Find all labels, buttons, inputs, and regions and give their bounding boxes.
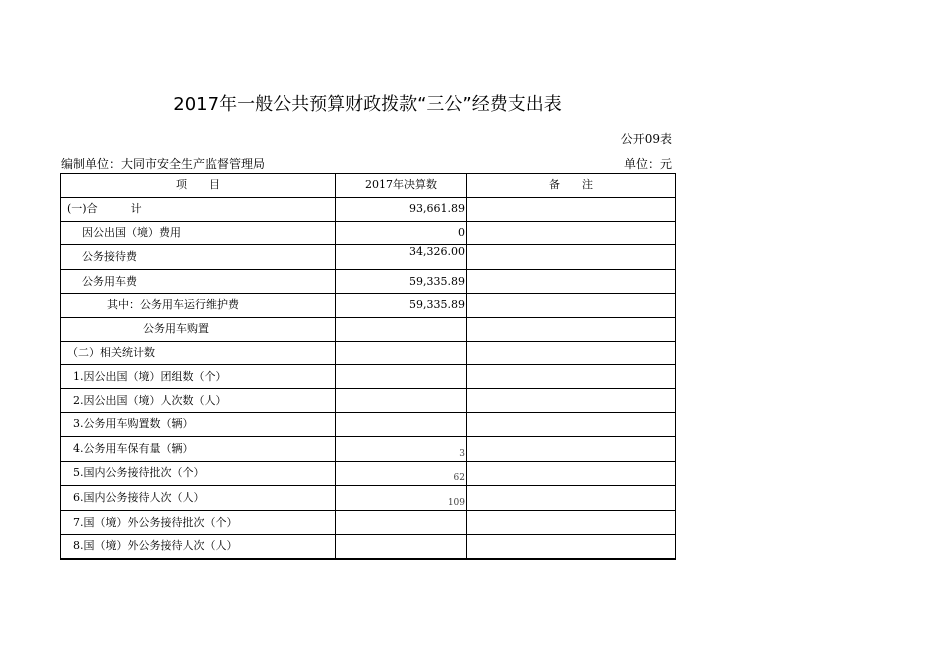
row-amount: 93,661.89 [336,197,467,221]
row-amount: 0 [336,221,467,245]
row-note [467,197,676,221]
row-amount [336,511,467,535]
row-note [467,461,676,486]
row-item: 公务用车购置 [61,317,336,341]
row-note [467,412,676,436]
row-item: 公务接待费 [61,245,336,270]
table-row [61,245,676,270]
row-item: 7.国（境）外公务接待批次（个） [61,511,336,535]
row-amount: 59,335.89 [336,270,467,294]
row-amount [336,341,467,365]
row-note [467,341,676,365]
row-amount: 62 [336,461,467,486]
row-amount [336,365,467,389]
table-row [61,317,676,341]
row-amount [336,534,467,558]
header-note: 备 注 [467,174,676,198]
row-note [467,293,676,317]
currency-unit: 单位：元 [623,157,672,171]
row-item: (一)合 计 [61,197,336,221]
table-row [61,511,676,535]
table-row [61,534,676,558]
row-item: 3.公务用车购置数（辆） [61,412,336,436]
row-note [467,270,676,294]
row-item: 2.因公出国（境）人次数（人） [61,389,336,413]
row-amount [336,389,467,413]
row-item: 4.公务用车保有量（辆） [61,436,336,461]
row-item: 8.国（境）外公务接待人次（人） [61,534,336,558]
table-row [61,293,676,317]
form-number: 公开09表 [620,132,672,146]
table-row [61,197,676,221]
row-item: 1.因公出国（境）团组数（个） [61,365,336,389]
row-item: 因公出国（境）费用 [61,221,336,245]
row-note [467,317,676,341]
page-title: 2017年一般公共预算财政拨款“三公”经费支出表 [173,94,562,115]
compiling-unit: 编制单位：大同市安全生产监督管理局 [61,157,266,171]
row-amount [336,412,467,436]
row-item: 其中：公务用车运行维护费 [61,293,336,317]
table-row [61,412,676,436]
row-note [467,511,676,535]
row-amount [336,317,467,341]
table-row [61,341,676,365]
expenditure-table [60,173,676,560]
table-row [61,365,676,389]
row-note [467,245,676,270]
row-note [467,221,676,245]
row-amount: 59,335.89 [336,293,467,317]
row-amount: 34,326.00 [336,245,467,270]
table-row [61,461,676,486]
row-amount: 109 [336,486,467,511]
table-row [61,270,676,294]
row-item: （二）相关统计数 [61,341,336,365]
table-row [61,389,676,413]
table-row [61,221,676,245]
row-amount: 3 [336,436,467,461]
row-note [467,365,676,389]
row-item: 6.国内公务接待人次（人） [61,486,336,511]
header-amount: 2017年决算数 [336,174,467,198]
table-row [61,486,676,511]
table-header-row [61,174,676,198]
row-item: 公务用车费 [61,270,336,294]
row-note [467,534,676,558]
table-row [61,436,676,461]
row-note [467,436,676,461]
row-note [467,389,676,413]
row-item: 5.国内公务接待批次（个） [61,461,336,486]
header-item: 项 目 [61,174,336,198]
row-note [467,486,676,511]
